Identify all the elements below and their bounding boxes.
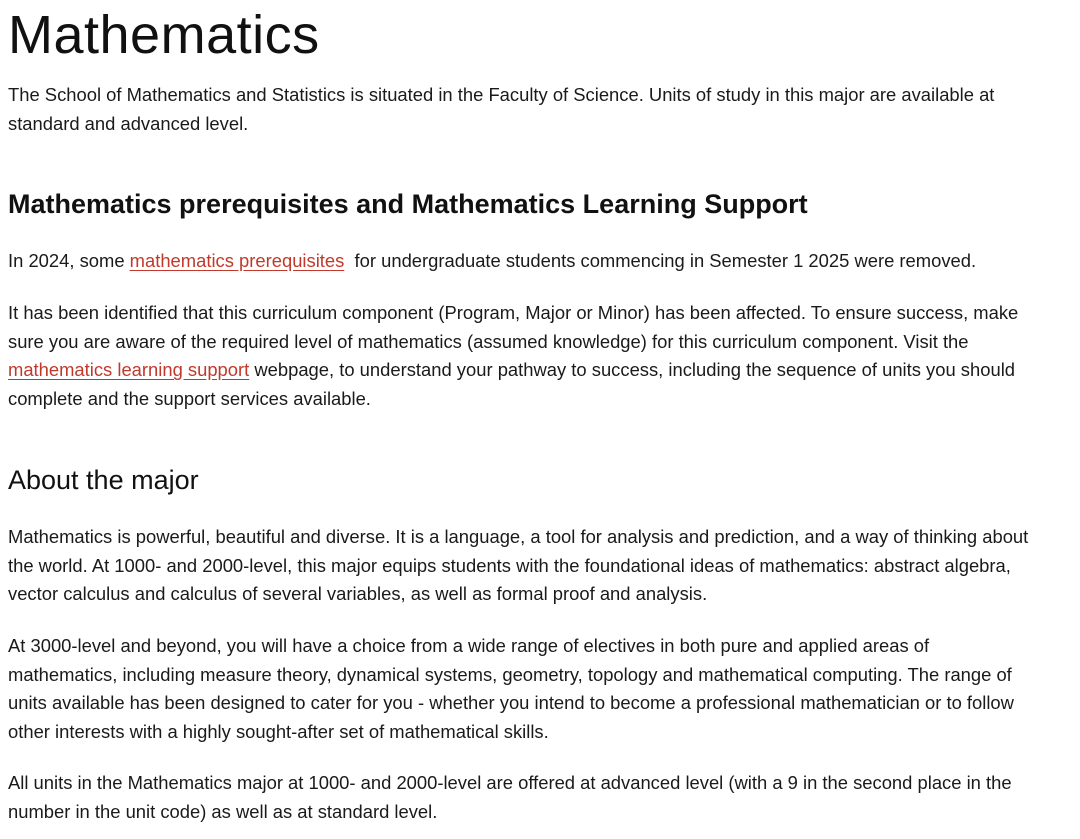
prereq-paragraph-1 bbox=[8, 247, 1058, 276]
mathematics-learning-support-link[interactable]: mathematics learning support bbox=[8, 359, 250, 381]
prereq-text-2-before: It has been identified that this curriculum component (Program, Major or Minor) has been affected. To ensure success, make sure you are aware of the required level of mathematics (assumed knowledge) for this curriculum component. Visit the bbox=[8, 302, 1019, 352]
about-paragraph-3: All units in the Mathematics major at 1000- and 2000-level are offered at advanced level (with a 9 in the second place in the number in the unit code) as well as at standard level. bbox=[8, 772, 1012, 822]
about-paragraph-1: Mathematics is powerful, beautiful and diverse. It is a language, a tool for analysis and prediction, and a way of thinking about the world. At 1000- and 2000-level, this major equips students with the foundational ideas of mathematics: abstract algebra, vector calculus and calculus of several variables, as well as formal proof and analysis. bbox=[8, 526, 1029, 605]
mathematics-prerequisites-link[interactable]: mathematics prerequisites bbox=[129, 250, 345, 271]
prereq-text-before: In 2024, some bbox=[8, 250, 130, 271]
intro-paragraph: The School of Mathematics and Statistics is situated in the Faculty of Science. Units of study in this major are available at standard and advanced level. bbox=[8, 84, 995, 134]
about-heading: About the major bbox=[8, 465, 199, 495]
prereq-paragraph-2 bbox=[8, 299, 1048, 413]
prereq-heading: Mathematics prerequisites and Mathematics Learning Support bbox=[8, 189, 808, 219]
page-title: Mathematics bbox=[8, 5, 320, 65]
about-paragraph-2: At 3000-level and beyond, you will have a choice from a wide range of electives in both pure and applied areas of mathematics, including measure theory, dynamical systems, geometry, topology and mathematical computing. The range of units available has been designed to cater for you - whether you intend to become a professional mathematician or to follow other interests with a highly sought-after set of mathematical skills. bbox=[8, 635, 1014, 742]
prereq-text-after: for undergraduate students commencing in Semester 1 2025 were removed. bbox=[344, 250, 977, 271]
prereq-text-2-after: webpage, to understand your pathway to success, including the sequence of units you should complete and the support services available. bbox=[8, 359, 1016, 409]
